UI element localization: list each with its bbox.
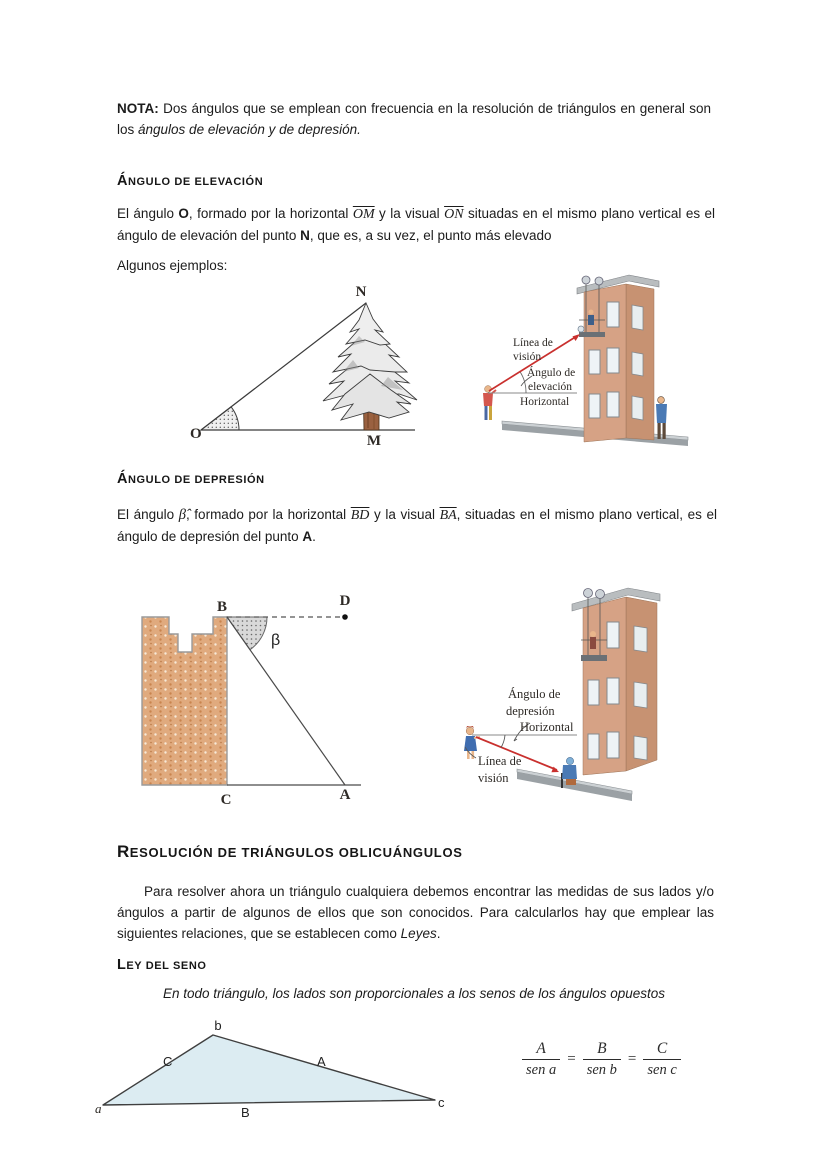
heading-lead: L (117, 957, 127, 973)
label-point-O: O (190, 426, 202, 442)
label-linea-de: Línea de (478, 754, 522, 768)
label-vertex-c: c (438, 1095, 445, 1110)
figure-depression-building (442, 582, 697, 807)
heading-angulo-depresion (117, 470, 265, 488)
nota-paragraph: NOTA: Dos ángulos que se emplean con frecuencia en la resolución de triángulos en general son los ángulos de elevación y de depresión. (117, 101, 711, 137)
label-depresion: depresión (506, 704, 555, 718)
tree-illustration (323, 303, 417, 430)
visual-line-BA (227, 617, 345, 785)
heading-lead: R (117, 842, 130, 861)
label-point-M: M (366, 433, 382, 447)
denominator: sen c (643, 1059, 680, 1078)
heading-resolucion (117, 842, 463, 862)
heading-rest: NGULO DE DEPRESIÓN (127, 474, 265, 486)
resolucion-paragraph: Para resolver ahora un triángulo cualquiera debemos encontrar las medidas de sus lados y/o ángulos a partir de algunos de ellos que son conocidos. Para calcularlos hay que emplear las siguientes relaciones, que se establecen como Leyes. (117, 884, 714, 941)
angle-wedge (201, 407, 239, 430)
triangle (103, 1035, 435, 1105)
numerator: A (536, 1040, 546, 1057)
label-horizontal: Horizontal (520, 720, 574, 734)
label-point-B: B (216, 599, 228, 615)
equals-sign: = (567, 1050, 576, 1067)
heading-lead: Á (117, 173, 128, 189)
label-point-D: D (339, 593, 351, 609)
heading-rest: NGULO DE ELEVACIÓN (127, 176, 264, 188)
numerator: C (656, 1040, 668, 1057)
label-angle-beta: β (271, 632, 281, 649)
sine-law-formula (522, 1040, 681, 1078)
label-elevacion: elevación (528, 381, 573, 393)
equals-sign: = (627, 1050, 637, 1067)
tower (142, 617, 227, 785)
heading-rest: EY DEL SENO (126, 960, 207, 972)
heading-angulo-elevacion (117, 172, 263, 190)
figure-depression-tower (133, 588, 378, 816)
heading-lead: Á (117, 471, 128, 487)
examples-label: Algunos ejemplos: (117, 258, 228, 273)
depresion-paragraph: El ángulo β̂, formado por la horizontal $\overline{BD}$ y la visual $\overline{BA}$, situadas en el mismo plano vertical, es el ángulo de depresión del punto A. (117, 507, 718, 544)
label-side-B: B (241, 1105, 250, 1120)
label-point-A: A (339, 787, 351, 803)
label-vertex-b: b (214, 1018, 222, 1033)
label-point-C: C (220, 792, 232, 808)
label-angulo-de: Ángulo de (508, 687, 561, 701)
heading-ley-del-seno (117, 956, 207, 974)
fraction-A (522, 1040, 560, 1078)
walking-person (656, 397, 667, 439)
angle-arc (501, 735, 505, 748)
label-horizontal: Horizontal (520, 396, 570, 408)
denominator: sen b (583, 1059, 621, 1078)
label-point-N: N (355, 284, 367, 300)
point-D-dot (342, 614, 348, 620)
label-angulo-de: Ángulo de (527, 367, 576, 379)
figure-sine-triangle (93, 1018, 449, 1120)
figure-elevation-triangle (183, 282, 423, 447)
angle-arc (520, 372, 526, 394)
label-vertex-a: a (95, 1101, 102, 1116)
label-side-C: C (163, 1054, 173, 1069)
denominator: sen a (522, 1059, 560, 1078)
building (577, 275, 659, 442)
fraction-B (583, 1040, 621, 1078)
label-side-A: A (317, 1054, 326, 1069)
elevacion-paragraph: El ángulo O, formado por la horizontal $\overline{OM}$ y la visual $\overline{ON}$ situadas en el mismo plano vertical es el ángulo de elevación del punto N, que es, a su vez, el punto más elevado (117, 206, 715, 243)
label-vision: visión (478, 771, 509, 785)
label-linea-de: Línea de (513, 337, 553, 349)
sine-law-statement: En todo triángulo, los lados son proporcionales a los senos de los ángulos opuestos (162, 986, 666, 1001)
fraction-C (643, 1040, 680, 1078)
figure-elevation-building (477, 272, 692, 462)
numerator: B (597, 1040, 607, 1057)
building (572, 588, 660, 775)
label-vision: visión (513, 351, 542, 363)
heading-rest: ESOLUCIÓN DE TRIÁNGULOS OBLICUÁNGULOS (129, 845, 463, 860)
